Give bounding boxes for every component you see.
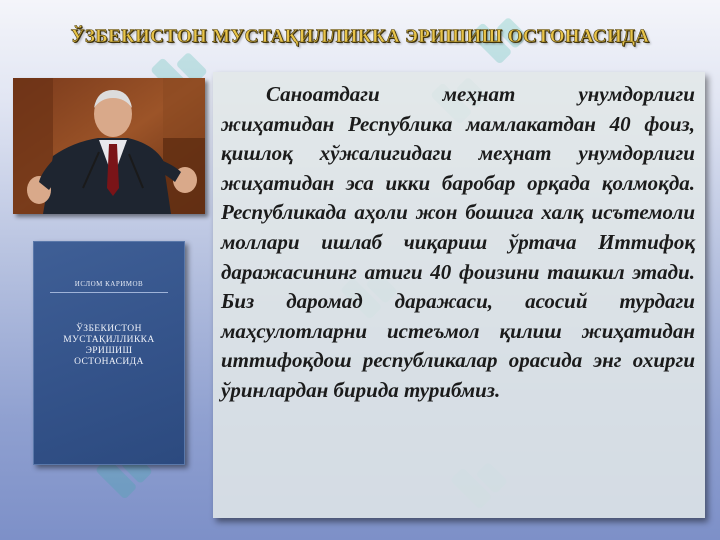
book-title-line: ЎЗБЕКИСТОН	[76, 324, 142, 334]
book-footer	[34, 441, 184, 446]
book-cover	[33, 241, 185, 465]
book-title	[34, 324, 184, 368]
speaker-photo	[13, 78, 205, 214]
text-box	[213, 72, 705, 518]
book-author: ИСЛОМ КАРИМОВ	[74, 280, 144, 288]
book-title-line: ЭРИШИШ	[85, 346, 133, 356]
slide-title: ЎЗБЕКИСТОН МУСТАҚИЛЛИККА ЭРИШИШ ОСТОНАСИДА	[70, 26, 650, 47]
body-paragraph: Саноатдаги меҳнат унумдорлиги жиҳатидан Республика мамлакатдан 40 фоиз, қишлоқ хўжалигидаги меҳнат унумдорлиги жиҳатидан эса икки баробар орқада қолмоқда. Республикада аҳоли жон бошига халқ исътемоли моллари ишлаб чиқариш ўртача Иттифоқ даражасининг атиги 40 фоизини ташкил этади. Биз даромад даражаси, асосий турдаги маҳсулотларни истеъмол қилиш жиҳатидан иттифоқдош республикалар орасида энг охирги ўринлардан бирида турибмиз.	[221, 82, 695, 402]
book-title-line: МУСТАҚИЛЛИККА	[63, 335, 155, 345]
divider	[50, 292, 168, 293]
book-title-line: ОСТОНАСИДА	[74, 357, 144, 367]
